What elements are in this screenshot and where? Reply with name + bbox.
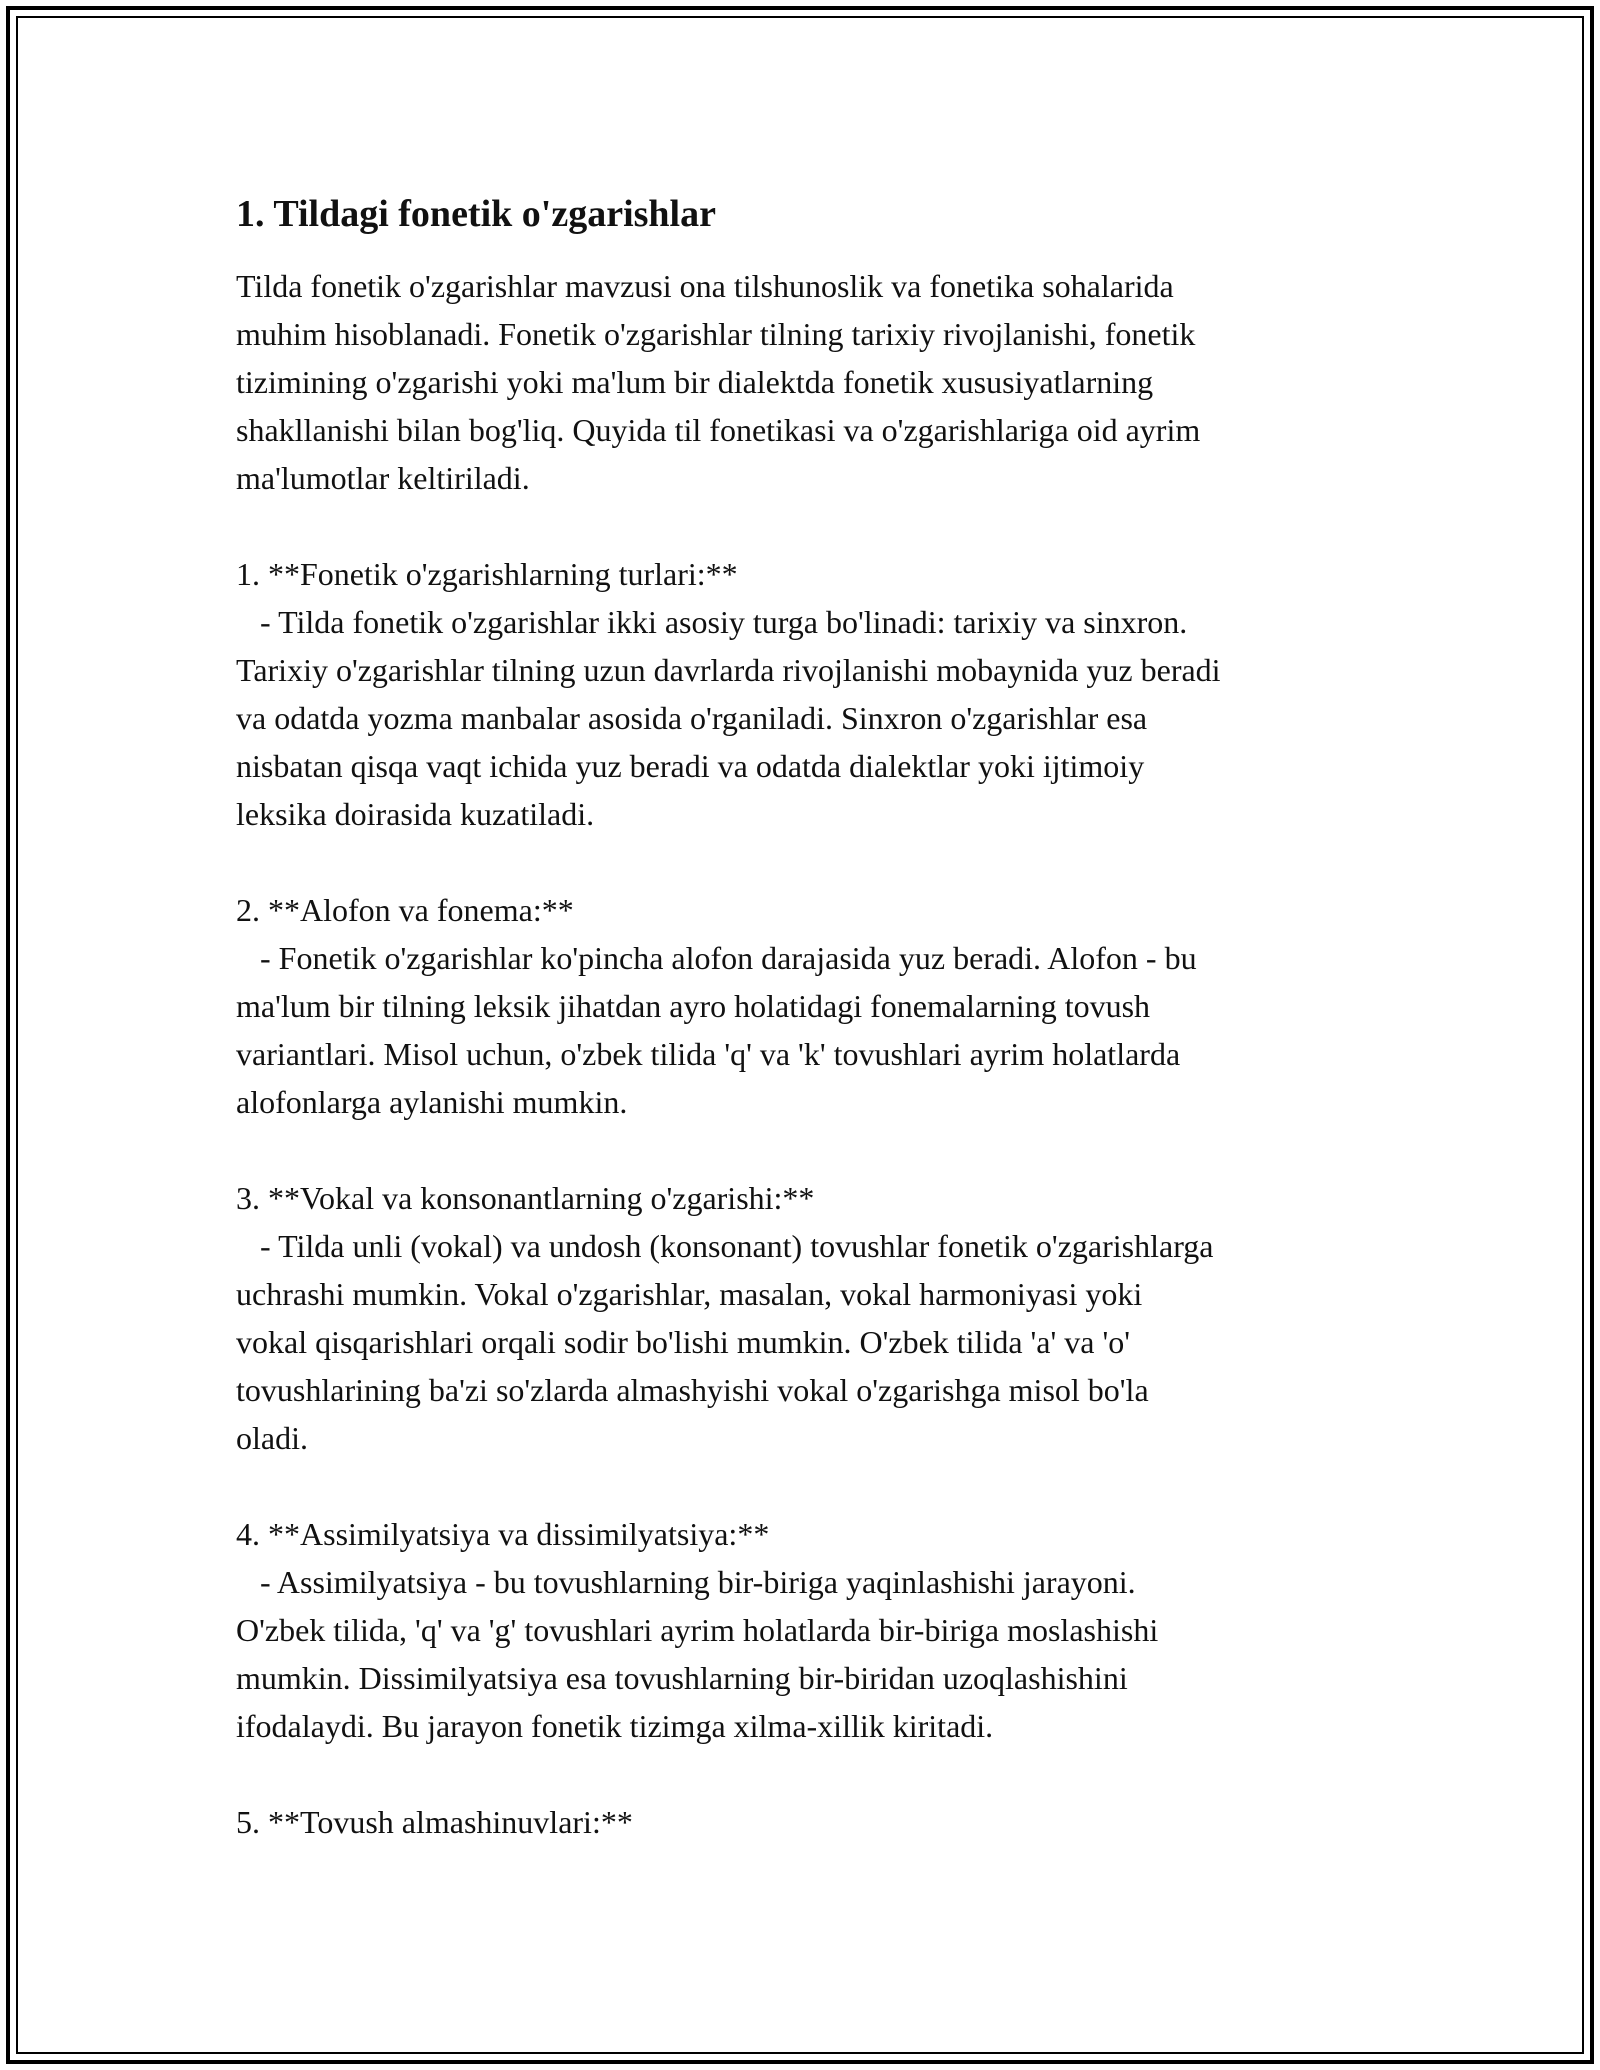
document-content: [236, 186, 1376, 1846]
document-body-text: Tilda fonetik o'zgarishlar mavzusi ona tilshunoslik va fonetika sohalarida muhim hisoblanadi. Fonetik o'zgarishlar tilning tarixiy rivojlanishi, fonetik tizimining o'zgarishi yoki ma'lum bir dialektda fonetik xususiyatlarning shakllanishi bilan bog'liq. Quyida til fonetikasi va o'zgarishlariga oid ayrim ma'lumotlar keltiriladi. 1. **Fonetik o'zgarishlarning turlari:** - Tilda fonetik o'zgarishlar ikki asosiy turga bo'linadi: tarixiy va sinxron. Tarixiy o'zgarishlar tilning uzun davrlarda rivojlanishi mobaynida yuz beradi va odatda yozma manbalar asosida o'rganiladi. Sinxron o'zgarishlar esa nisbatan qisqa vaqt ichida yuz beradi va odatda dialektlar yoki ijtimoiy leksika doirasida kuzatiladi. 2. **Alofon va fonema:** - Fonetik o'zgarishlar ko'pincha alofon darajasida yuz beradi. Alofon - bu ma'lum bir tilning leksik jihatdan ayro holatidagi fonemalarning tovush variantlari. Misol uchun, o'zbek tilida 'q' va 'k' tovushlari ayrim holatlarda alofonlarga aylanishi mumkin. 3. **Vokal va konsonantlarning o'zgarishi:** - Tilda unli (vokal) va undosh (konsonant) tovushlar fonetik o'zgarishlarga uchrashi mumkin. Vokal o'zgarishlar, masalan, vokal harmoniyasi yoki vokal qisqarishlari orqali sodir bo'lishi mumkin. O'zbek tilida 'a' va 'o' tovushlarining ba'zi so'zlarda almashyishi vokal o'zgarishga misol bo'la oladi. 4. **Assimilyatsiya va dissimilyatsiya:** - Assimilyatsiya - bu tovushlarning bir-biriga yaqinlashishi jarayoni. O'zbek tilida, 'q' va 'g' tovushlari ayrim holatlarda bir-biriga moslashishi mumkin. Dissimilyatsiya esa tovushlarning bir-biridan uzoqlashishini ifodalaydi. Bu jarayon fonetik tizimga xilma-xillik kiritadi. 5. **Tovush almashinuvlari:**: [236, 268, 1221, 1840]
document-title: 1. Tildagi fonetik o'zgarishlar: [236, 193, 716, 235]
